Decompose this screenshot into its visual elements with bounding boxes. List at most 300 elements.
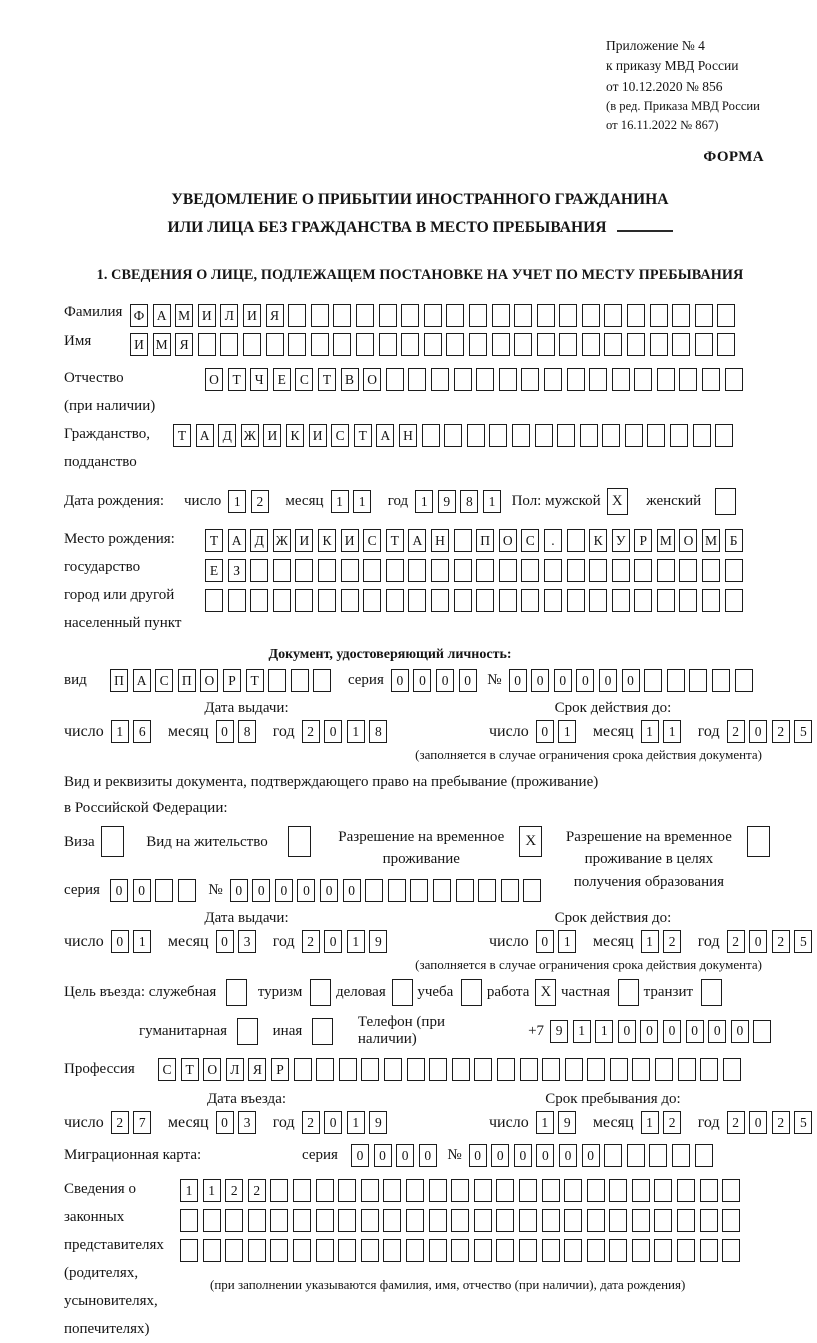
cell[interactable] (695, 1144, 713, 1167)
cell[interactable] (717, 304, 735, 327)
stay-valid-year-cells[interactable] (727, 930, 817, 953)
cell[interactable] (700, 1239, 718, 1262)
cell[interactable] (565, 1058, 583, 1081)
cell[interactable] (268, 669, 286, 692)
cell[interactable] (521, 589, 539, 612)
cell[interactable] (610, 1058, 628, 1081)
cell[interactable] (582, 333, 600, 356)
cell[interactable] (499, 368, 517, 391)
cell[interactable] (363, 589, 381, 612)
cell[interactable]: М (702, 529, 720, 552)
cell[interactable] (753, 1020, 771, 1043)
cell[interactable]: Д (250, 529, 268, 552)
cell[interactable] (311, 304, 329, 327)
cell[interactable] (401, 333, 419, 356)
cell[interactable] (625, 424, 643, 447)
iddoc-kind-cells[interactable] (110, 669, 336, 692)
cell[interactable] (712, 669, 730, 692)
cell[interactable] (722, 1239, 740, 1262)
cell[interactable]: 2 (663, 930, 681, 953)
cell[interactable] (715, 488, 736, 515)
cell[interactable]: 0 (582, 1144, 600, 1167)
cell[interactable] (627, 333, 645, 356)
cell[interactable] (542, 1209, 560, 1232)
cell[interactable] (180, 1239, 198, 1262)
cell[interactable] (514, 333, 532, 356)
cell[interactable]: 1 (483, 490, 501, 513)
iddoc-issue-month-cells[interactable] (216, 720, 261, 743)
cell[interactable] (454, 589, 472, 612)
cell[interactable] (559, 333, 577, 356)
cell[interactable] (408, 559, 426, 582)
cell[interactable]: 1 (663, 720, 681, 743)
cell[interactable]: 1 (536, 1111, 554, 1134)
cell[interactable]: С (521, 529, 539, 552)
purpose-work-checkbox[interactable] (535, 979, 561, 1006)
cell[interactable] (723, 1058, 741, 1081)
stayuntil-day-cells[interactable] (536, 1111, 581, 1134)
cell[interactable] (250, 559, 268, 582)
cell[interactable] (649, 1144, 667, 1167)
cell[interactable] (392, 979, 413, 1006)
cell[interactable] (408, 589, 426, 612)
cell[interactable]: 0 (531, 669, 549, 692)
cell[interactable]: 7 (133, 1111, 151, 1134)
cell[interactable] (270, 1209, 288, 1232)
cell[interactable] (587, 1209, 605, 1232)
cell[interactable] (313, 669, 331, 692)
iddoc-valid-year-cells[interactable] (727, 720, 817, 743)
cell[interactable] (679, 589, 697, 612)
cell[interactable]: 1 (180, 1179, 198, 1202)
cell[interactable] (520, 1058, 538, 1081)
cell[interactable]: 0 (640, 1020, 658, 1043)
stay-issue-day-cells[interactable] (111, 930, 156, 953)
cell[interactable] (291, 669, 309, 692)
cell[interactable] (476, 589, 494, 612)
cell[interactable] (544, 559, 562, 582)
cell[interactable] (654, 1209, 672, 1232)
cell[interactable] (365, 879, 383, 902)
cell[interactable]: О (363, 368, 381, 391)
cell[interactable] (446, 333, 464, 356)
cell[interactable] (273, 589, 291, 612)
cell[interactable]: О (679, 529, 697, 552)
cell[interactable]: С (331, 424, 349, 447)
cell[interactable] (492, 304, 510, 327)
cell[interactable] (582, 304, 600, 327)
iddoc-valid-day-cells[interactable] (536, 720, 581, 743)
cell[interactable] (476, 559, 494, 582)
cell[interactable] (338, 1239, 356, 1262)
cell[interactable] (293, 1179, 311, 1202)
cell[interactable] (454, 529, 472, 552)
iddoc-series-cells[interactable] (391, 669, 481, 692)
cell[interactable]: 1 (558, 720, 576, 743)
cell[interactable] (702, 368, 720, 391)
cell[interactable] (451, 1209, 469, 1232)
cell[interactable] (316, 1179, 334, 1202)
cell[interactable] (650, 304, 668, 327)
cell[interactable]: 0 (320, 879, 338, 902)
cell[interactable] (429, 1239, 447, 1262)
cell[interactable] (429, 1209, 447, 1232)
cell[interactable] (627, 304, 645, 327)
purpose-other-checkbox[interactable] (312, 1018, 338, 1045)
cell[interactable] (542, 1179, 560, 1202)
birthplace-row3-cells[interactable] (205, 589, 747, 612)
cell[interactable]: 2 (248, 1179, 266, 1202)
cell[interactable] (294, 1058, 312, 1081)
cell[interactable] (446, 304, 464, 327)
cell[interactable] (295, 589, 313, 612)
cell[interactable]: 0 (391, 669, 409, 692)
cell[interactable] (312, 1018, 333, 1045)
cell[interactable] (654, 1179, 672, 1202)
cell[interactable]: Н (431, 529, 449, 552)
cell[interactable] (361, 1239, 379, 1262)
stay-valid-month-cells[interactable] (641, 930, 686, 953)
cell[interactable] (431, 368, 449, 391)
cell[interactable]: 2 (251, 490, 269, 513)
cell[interactable]: 0 (343, 879, 361, 902)
cell[interactable] (288, 304, 306, 327)
cell[interactable] (589, 559, 607, 582)
cell[interactable]: 1 (203, 1179, 221, 1202)
cell[interactable]: П (110, 669, 128, 692)
cell[interactable]: А (153, 304, 171, 327)
cell[interactable] (695, 333, 713, 356)
cell[interactable] (717, 333, 735, 356)
temp-residence-checkbox[interactable] (519, 826, 547, 857)
cell[interactable] (273, 559, 291, 582)
cell[interactable]: К (286, 424, 304, 447)
cell[interactable] (657, 368, 675, 391)
cell[interactable] (567, 559, 585, 582)
cell[interactable]: 5 (794, 720, 812, 743)
patronymic-cells[interactable] (205, 368, 747, 391)
cell[interactable]: 2 (772, 930, 790, 953)
cell[interactable]: 9 (369, 1111, 387, 1134)
cell[interactable]: И (263, 424, 281, 447)
cell[interactable]: 0 (216, 720, 234, 743)
cell[interactable] (474, 1239, 492, 1262)
cell[interactable] (535, 424, 553, 447)
cell[interactable] (700, 1179, 718, 1202)
cell[interactable]: 9 (369, 930, 387, 953)
cell[interactable]: Т (228, 368, 246, 391)
cell[interactable]: 0 (133, 879, 151, 902)
cell[interactable] (604, 304, 622, 327)
cell[interactable] (424, 304, 442, 327)
cell[interactable]: 1 (347, 720, 365, 743)
cell[interactable]: 2 (111, 1111, 129, 1134)
cell[interactable]: 0 (459, 669, 477, 692)
cell[interactable] (564, 1209, 582, 1232)
iddoc-valid-month-cells[interactable] (641, 720, 686, 743)
cell[interactable]: И (309, 424, 327, 447)
cell[interactable]: 0 (663, 1020, 681, 1043)
cell[interactable] (609, 1179, 627, 1202)
cell[interactable]: 0 (749, 930, 767, 953)
cell[interactable]: М (175, 304, 193, 327)
entry-day-cells[interactable] (111, 1111, 156, 1134)
cell[interactable]: И (243, 304, 261, 327)
cell[interactable] (293, 1239, 311, 1262)
cell[interactable] (456, 879, 474, 902)
cell[interactable] (356, 304, 374, 327)
cell[interactable]: 0 (324, 720, 342, 743)
cell[interactable] (499, 559, 517, 582)
cell[interactable] (521, 368, 539, 391)
cell[interactable] (198, 333, 216, 356)
cell[interactable]: О (203, 1058, 221, 1081)
cell[interactable]: 0 (686, 1020, 704, 1043)
cell[interactable] (474, 1209, 492, 1232)
cell[interactable] (689, 669, 707, 692)
cell[interactable] (496, 1179, 514, 1202)
cell[interactable]: А (228, 529, 246, 552)
cell[interactable]: Л (220, 304, 238, 327)
cell[interactable] (612, 559, 630, 582)
cell[interactable]: 9 (558, 1111, 576, 1134)
cell[interactable] (580, 424, 598, 447)
cell[interactable] (702, 559, 720, 582)
cell[interactable] (722, 1209, 740, 1232)
cell[interactable] (361, 1058, 379, 1081)
cell[interactable] (270, 1179, 288, 1202)
cell[interactable]: Б (725, 529, 743, 552)
cell[interactable] (422, 424, 440, 447)
cell[interactable] (226, 979, 247, 1006)
cell[interactable]: Т (181, 1058, 199, 1081)
cell[interactable]: 0 (419, 1144, 437, 1167)
cell[interactable] (388, 879, 406, 902)
cell[interactable] (655, 1058, 673, 1081)
cell[interactable] (519, 1239, 537, 1262)
cell[interactable]: 2 (727, 720, 745, 743)
cell[interactable] (609, 1209, 627, 1232)
cell[interactable]: Ж (241, 424, 259, 447)
cell[interactable]: Р (271, 1058, 289, 1081)
stay-series-cells[interactable] (110, 879, 200, 902)
cell[interactable]: 0 (491, 1144, 509, 1167)
cell[interactable]: О (200, 669, 218, 692)
cell[interactable]: 8 (460, 490, 478, 513)
cell[interactable] (469, 333, 487, 356)
cell[interactable]: 2 (727, 930, 745, 953)
cell[interactable]: Е (273, 368, 291, 391)
migcard-number-cells[interactable] (469, 1144, 718, 1167)
cell[interactable] (363, 559, 381, 582)
cell[interactable]: 6 (133, 720, 151, 743)
cell[interactable]: И (341, 529, 359, 552)
cell[interactable] (634, 368, 652, 391)
cell[interactable]: С (363, 529, 381, 552)
cell[interactable] (657, 589, 675, 612)
cell[interactable]: А (196, 424, 214, 447)
cell[interactable] (700, 1209, 718, 1232)
representatives-row3-cells[interactable] (180, 1239, 745, 1262)
cell[interactable] (225, 1209, 243, 1232)
stay-issue-month-cells[interactable] (216, 930, 261, 953)
cell[interactable] (101, 826, 124, 857)
entry-month-cells[interactable] (216, 1111, 261, 1134)
cell[interactable] (205, 589, 223, 612)
cell[interactable]: П (178, 669, 196, 692)
cell[interactable]: 3 (238, 1111, 256, 1134)
cell[interactable] (155, 879, 173, 902)
cell[interactable] (492, 333, 510, 356)
cell[interactable] (496, 1209, 514, 1232)
iddoc-issue-year-cells[interactable] (302, 720, 392, 743)
representatives-row2-cells[interactable] (180, 1209, 745, 1232)
cell[interactable]: Я (248, 1058, 266, 1081)
cell[interactable] (501, 879, 519, 902)
cell[interactable] (431, 559, 449, 582)
cell[interactable]: 1 (595, 1020, 613, 1043)
cell[interactable] (178, 879, 196, 902)
cell[interactable]: Н (399, 424, 417, 447)
cell[interactable] (650, 333, 668, 356)
cell[interactable]: И (295, 529, 313, 552)
cell[interactable] (474, 1058, 492, 1081)
cell[interactable]: 1 (573, 1020, 591, 1043)
cell[interactable] (677, 1179, 695, 1202)
sex-male-checkbox[interactable] (607, 488, 633, 515)
birth-month-cells[interactable] (331, 490, 376, 513)
cell[interactable] (401, 304, 419, 327)
cell[interactable] (609, 1239, 627, 1262)
birthplace-row1-cells[interactable] (205, 529, 747, 552)
purpose-humanitarian-checkbox[interactable] (237, 1018, 263, 1045)
cell[interactable] (634, 589, 652, 612)
citizenship-cells[interactable] (173, 424, 738, 447)
cell[interactable] (341, 589, 359, 612)
cell[interactable]: 0 (576, 669, 594, 692)
cell[interactable] (386, 559, 404, 582)
cell[interactable] (316, 1209, 334, 1232)
cell[interactable] (677, 1239, 695, 1262)
cell[interactable] (725, 559, 743, 582)
residence-permit-checkbox[interactable] (288, 826, 316, 857)
cell[interactable]: 1 (347, 1111, 365, 1134)
purpose-study-checkbox[interactable] (461, 979, 487, 1006)
cell[interactable]: М (153, 333, 171, 356)
cell[interactable] (333, 333, 351, 356)
stayuntil-month-cells[interactable] (641, 1111, 686, 1134)
profession-cells[interactable] (158, 1058, 745, 1081)
cell[interactable] (474, 1179, 492, 1202)
cell[interactable] (589, 589, 607, 612)
cell[interactable]: 0 (436, 669, 454, 692)
cell[interactable]: 5 (794, 1111, 812, 1134)
cell[interactable] (270, 1239, 288, 1262)
cell[interactable]: А (376, 424, 394, 447)
cell[interactable]: Р (634, 529, 652, 552)
cell[interactable] (288, 826, 311, 857)
iddoc-issue-day-cells[interactable] (111, 720, 156, 743)
cell[interactable] (288, 333, 306, 356)
cell[interactable] (243, 333, 261, 356)
cell[interactable] (672, 1144, 690, 1167)
cell[interactable] (361, 1179, 379, 1202)
cell[interactable]: 1 (641, 1111, 659, 1134)
cell[interactable]: 1 (331, 490, 349, 513)
cell[interactable]: 2 (727, 1111, 745, 1134)
cell[interactable]: 0 (514, 1144, 532, 1167)
cell[interactable] (632, 1179, 650, 1202)
visa-checkbox[interactable] (101, 826, 129, 857)
cell[interactable]: Т (318, 368, 336, 391)
cell[interactable] (693, 424, 711, 447)
cell[interactable]: М (657, 529, 675, 552)
cell[interactable] (521, 559, 539, 582)
cell[interactable] (632, 1058, 650, 1081)
name-cells[interactable] (130, 333, 740, 356)
cell[interactable] (424, 333, 442, 356)
cell[interactable] (203, 1209, 221, 1232)
cell[interactable] (567, 529, 585, 552)
cell[interactable] (406, 1239, 424, 1262)
stayuntil-year-cells[interactable] (727, 1111, 817, 1134)
cell[interactable] (383, 1239, 401, 1262)
cell[interactable]: 2 (663, 1111, 681, 1134)
cell[interactable] (644, 669, 662, 692)
cell[interactable] (567, 589, 585, 612)
cell[interactable]: Я (175, 333, 193, 356)
cell[interactable]: 0 (622, 669, 640, 692)
cell[interactable] (537, 304, 555, 327)
cell[interactable] (338, 1179, 356, 1202)
cell[interactable]: X (607, 488, 628, 515)
cell[interactable]: И (198, 304, 216, 327)
cell[interactable] (318, 589, 336, 612)
phone-cells[interactable] (550, 1020, 776, 1043)
cell[interactable] (559, 304, 577, 327)
cell[interactable]: О (499, 529, 517, 552)
cell[interactable] (406, 1179, 424, 1202)
cell[interactable]: 0 (230, 879, 248, 902)
cell[interactable] (587, 1179, 605, 1202)
cell[interactable]: Ч (250, 368, 268, 391)
cell[interactable]: 0 (396, 1144, 414, 1167)
cell[interactable] (632, 1239, 650, 1262)
cell[interactable]: 1 (133, 930, 151, 953)
cell[interactable] (379, 304, 397, 327)
cell[interactable] (677, 1209, 695, 1232)
cell[interactable] (338, 1209, 356, 1232)
cell[interactable] (333, 304, 351, 327)
cell[interactable] (544, 368, 562, 391)
cell[interactable] (383, 1179, 401, 1202)
cell[interactable]: 8 (369, 720, 387, 743)
cell[interactable] (431, 589, 449, 612)
cell[interactable]: Т (173, 424, 191, 447)
cell[interactable]: 2 (772, 720, 790, 743)
cell[interactable] (361, 1209, 379, 1232)
cell[interactable] (454, 368, 472, 391)
cell[interactable] (341, 559, 359, 582)
cell[interactable]: . (544, 529, 562, 552)
cell[interactable]: 0 (324, 1111, 342, 1134)
cell[interactable] (542, 1239, 560, 1262)
cell[interactable] (497, 1058, 515, 1081)
cell[interactable] (725, 368, 743, 391)
cell[interactable]: П (476, 529, 494, 552)
cell[interactable] (564, 1239, 582, 1262)
cell[interactable]: 0 (110, 879, 128, 902)
